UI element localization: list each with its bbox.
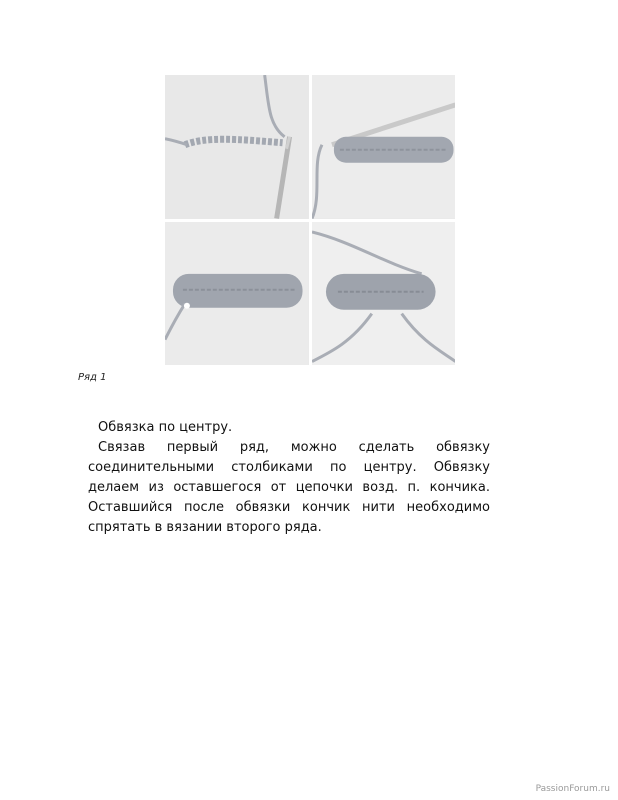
crochet-row-image [312, 75, 456, 219]
watermark: PassionForum.ru [535, 784, 610, 794]
section-paragraph: Связав первый ряд, можно сделать обвязку соединительными столбиками по центру. Обвязку делаем из оставшегося от цепочки возд. п. кончика. Оставшийся после обвязки кончик нити необходимо спрятать в вязании второго ряда. [88, 440, 490, 535]
crochet-oval-image [165, 222, 309, 366]
photo-grid [165, 75, 455, 365]
crochet-chain-image [165, 75, 309, 219]
photo-chain-with-hook [165, 75, 309, 219]
photo-first-row-hook [312, 75, 456, 219]
photo-finished-oval [312, 222, 456, 366]
body-text [88, 418, 490, 538]
photo-row-oval [165, 222, 309, 366]
section-heading: Обвязка по центру. [98, 420, 233, 435]
crochet-finished-image [312, 222, 456, 366]
figure-caption: Ряд 1 [78, 372, 107, 383]
